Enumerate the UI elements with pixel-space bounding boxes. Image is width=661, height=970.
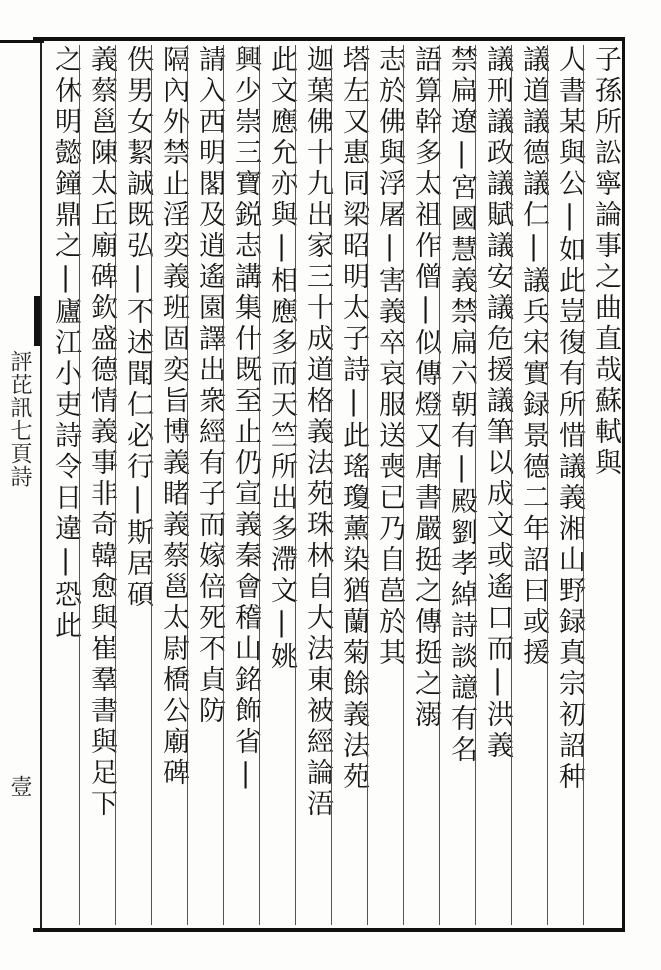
text-column: 語算幹多太祖作僧|似傳燈又唐書嚴挺之傳挺之溺 xyxy=(410,45,441,731)
text-column: 議道議德議仁|議兵宋實録景德二年詔曰或援 xyxy=(518,45,549,669)
text-column: 佚男女絜誠既弘|不述聞仁必行|斯居碩 xyxy=(122,45,153,611)
column-rule xyxy=(115,45,116,925)
text-column: 子孫所訟寧論事之曲直哉蘇軾與 xyxy=(590,45,621,479)
column-rule xyxy=(331,45,332,925)
text-column: 志於佛與浮屠|害義卒哀服送喪已乃自䓃於其 xyxy=(374,45,405,669)
text-column: 興少崇三寶鋭志講集什既至止仍宣義秦會稽山銘飾省| xyxy=(230,45,261,793)
text-column: 禁扁遼|宮國慧義禁扁六朝有|殿劉孝綽詩談譩有名 xyxy=(446,45,477,766)
text-column: 請入西明閣及逍遙園譯出衆經有子而嫁倍死不貞防 xyxy=(194,45,225,727)
text-column: 此文應允亦與|相應多而天竺所出多滯文|姚 xyxy=(266,45,297,673)
text-column: 迦葉佛十九出家三十成道格義法苑珠林自大法東被經論浯 xyxy=(302,45,333,820)
gutter-page-number: 壹 xyxy=(7,775,32,797)
column-rule xyxy=(151,45,152,925)
text-column: 塔左又惠同梁昭明太子詩|此瑤瓊薰染猶蘭菊餘義法苑 xyxy=(338,45,369,793)
column-rule xyxy=(475,45,476,925)
column-rule xyxy=(367,45,368,925)
column-rule xyxy=(79,45,80,925)
text-column: 隔內外禁止淫奕義班固奕旨博義睹義蔡邕太尉橋公廟碑 xyxy=(158,45,189,789)
text-column: 之休明懿鐘鼎之|廬江小吏詩令日違|恐此 xyxy=(50,45,81,642)
gutter-book-title: 評芘訊七頁詩 xyxy=(7,350,32,488)
column-rule xyxy=(511,45,512,925)
column-rule xyxy=(223,45,224,925)
column-rule xyxy=(547,45,548,925)
column-rule xyxy=(295,45,296,925)
column-rule xyxy=(187,45,188,925)
column-rule xyxy=(439,45,440,925)
column-rule xyxy=(403,45,404,925)
text-column: 義蔡邕陳太丘廟碑欽盛德情義事非奇韓愈與崔羣書與足下 xyxy=(86,45,117,820)
column-rule xyxy=(259,45,260,925)
text-column: 議刑議政議賦議安議危援議筆以成文或遙口而|洪義 xyxy=(482,45,513,762)
text-column: 人書某與公|如此豈復有所惜議義湘山野録真宗初詔种 xyxy=(554,45,585,793)
column-rule xyxy=(583,45,584,925)
